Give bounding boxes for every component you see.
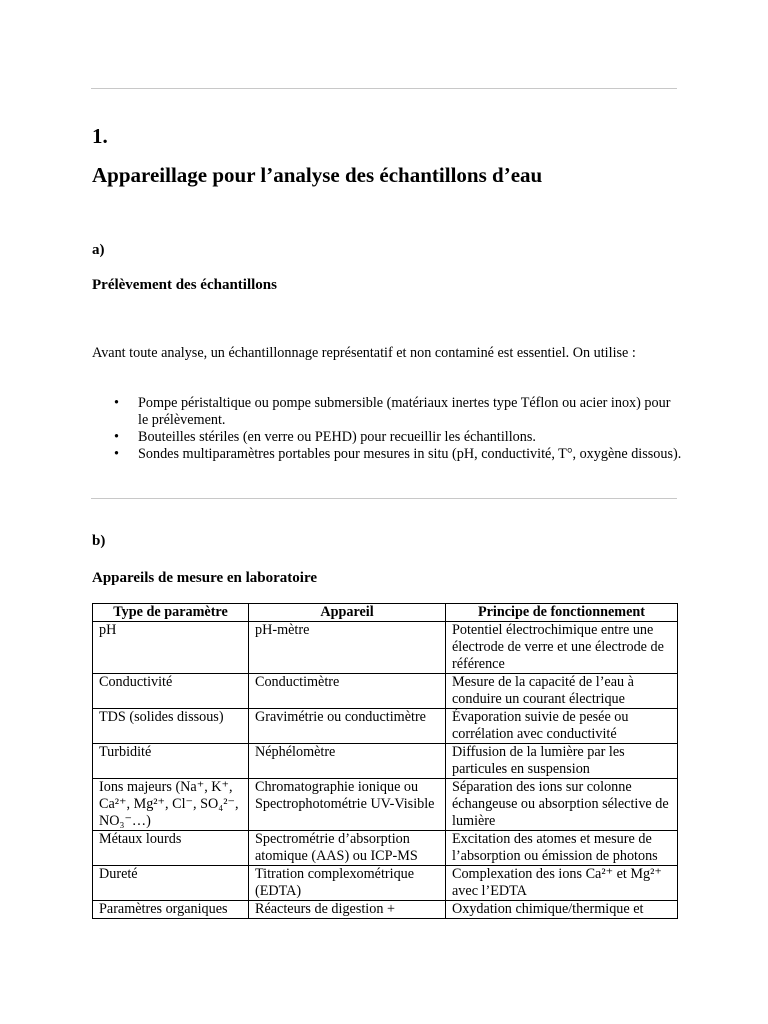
table-cell: Métaux lourds [93, 831, 249, 866]
table-cell: Oxydation chimique/thermique et [446, 901, 678, 919]
table-cell: Diffusion de la lumière par les particules en suspension [446, 744, 678, 779]
table-cell: Spectrométrie d’absorption atomique (AAS) ou ICP-MS [249, 831, 446, 866]
subsection-b-title: Appareils de mesure en laboratoire [92, 570, 317, 586]
table-row [93, 901, 678, 919]
list-item: • Bouteilles stériles (en verre ou PEHD) pour recueillir les échantillons. [114, 429, 536, 445]
column-header: Appareil [249, 604, 446, 622]
subsection-a-letter: a) [92, 242, 105, 258]
section-title: Appareillage pour l’analyse des échantillons d’eau [92, 163, 543, 187]
subsection-a-title: Prélèvement des échantillons [92, 277, 277, 293]
table-row [93, 744, 678, 779]
table-cell: Gravimétrie ou conductimètre [249, 709, 446, 744]
page-bottom-margin [0, 929, 768, 1024]
table-cell: Excitation des atomes et mesure de l’absorption ou émission de photons [446, 831, 678, 866]
column-header: Type de paramètre [93, 604, 249, 622]
bullet-icon: • [114, 429, 119, 445]
table-row [93, 779, 678, 831]
section-number: 1. [92, 124, 108, 148]
table-row [93, 831, 678, 866]
table-cell: Évaporation suivie de pesée ou corrélation avec conductivité [446, 709, 678, 744]
subsection-b-letter: b) [92, 533, 106, 549]
measurement-table [92, 603, 678, 919]
list-item: • Sondes multiparamètres portables pour mesures in situ (pH, conductivité, T°, oxygène dissous). [114, 446, 682, 462]
equipment-list [92, 395, 682, 463]
table-cell: Ions majeurs (Na⁺, K⁺, Ca²⁺, Mg²⁺, Cl⁻, SO₄²⁻, NO₃⁻…) [93, 779, 249, 831]
table-cell: Paramètres organiques [93, 901, 249, 919]
table-header-row [93, 604, 678, 622]
table-cell: Mesure de la capacité de l’eau à conduire un courant électrique [446, 674, 678, 709]
table-cell: Conductimètre [249, 674, 446, 709]
table-cell: pH [93, 622, 249, 674]
table-cell: Chromatographie ionique ou Spectrophotométrie UV-Visible [249, 779, 446, 831]
top-divider [91, 88, 677, 89]
table-cell: Turbidité [93, 744, 249, 779]
table-row [93, 709, 678, 744]
table-cell: Néphélomètre [249, 744, 446, 779]
table-cell: Conductivité [93, 674, 249, 709]
table-row [93, 866, 678, 901]
bullet-icon: • [114, 446, 119, 462]
list-item: • Pompe péristaltique ou pompe submersible (matériaux inertes type Téflon ou acier inox) pour le prélèvement. [114, 395, 671, 428]
table-cell: Titration complexométrique (EDTA) [249, 866, 446, 901]
table-cell: Dureté [93, 866, 249, 901]
table-cell: pH-mètre [249, 622, 446, 674]
intro-paragraph: Avant toute analyse, un échantillonnage représentatif et non contaminé est essentiel. On utilise : [92, 345, 636, 361]
table-row [93, 622, 678, 674]
table-cell: Potentiel électrochimique entre une électrode de verre et une électrode de référence [446, 622, 678, 674]
table-cell: Complexation des ions Ca²⁺ et Mg²⁺ avec l’EDTA [446, 866, 678, 901]
table-cell: Séparation des ions sur colonne échangeuse ou absorption sélective de lumière [446, 779, 678, 831]
table-cell: Réacteurs de digestion + [249, 901, 446, 919]
middle-divider [91, 498, 677, 499]
bullet-icon: • [114, 395, 119, 411]
column-header: Principe de fonctionnement [446, 604, 678, 622]
table-row [93, 674, 678, 709]
table-cell: TDS (solides dissous) [93, 709, 249, 744]
